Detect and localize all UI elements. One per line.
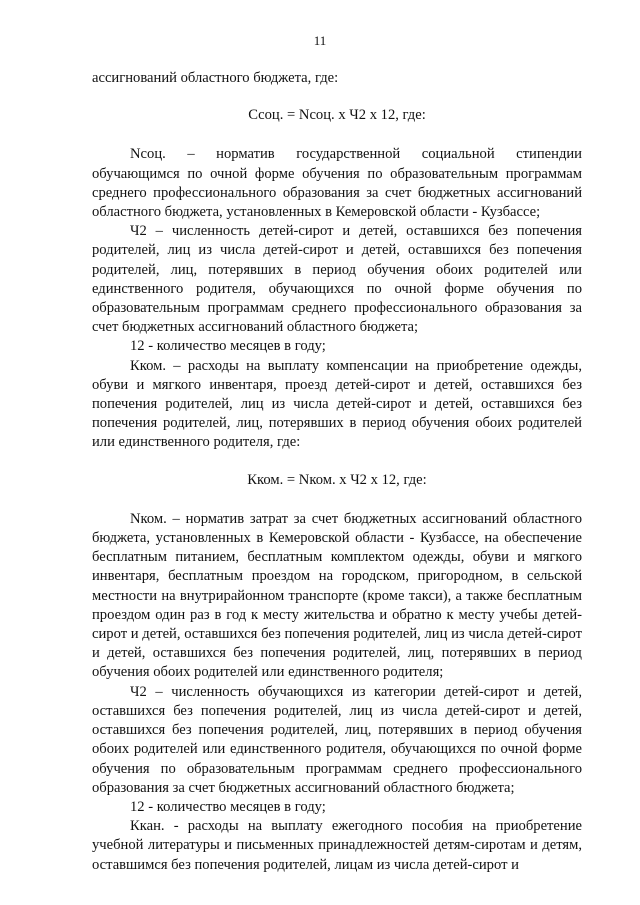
paragraph-months-2: 12 - количество месяцев в году; [130,798,326,815]
paragraph-ch2-students-definition: Ч2 – численность обучающихся из категории детей-сирот и детей, оставшихся без попечения родителей, лиц из числа детей-сирот и детей, оставшихся без попечения родителей, лиц, потерявших в период обучения обоих родителей или единственного родителя, обучающихся по очной форме обучения по образовательным программам среднего профессионального образования за счет бюджетных ассигнований областного бюджета; [92,683,582,796]
document-body [92,69,582,875]
paragraph-kkan-definition: Ккан. - расходы на выплату ежегодного пособия на приобретение учебной литературы и письменных принадлежностей детям-сиротам и детям, оставшимся без попечения родителей, лицам из числа детей-сирот и [92,818,582,873]
paragraph-kkom-definition: Кком. – расходы на выплату компенсации на приобретение одежды, обуви и мягкого инвентаря, проезд детей-сирот и детей, оставшихся без попечения родителей, лиц из числа детей-сирот и детей, оставшихся без попечения родителей, лиц, потерявших в период обучения обоих родителей или единственного родителя, где: [92,357,582,451]
paragraph-nsoc-definition: Nсоц. – норматив государственной социальной стипендии обучающимся по очной форме обучения по образовательным программам среднего профессионального образования за счет бюджетных ассигнований областного бюджета, установленных в Кемеровской области - Кузбассе; [92,146,582,221]
text-line-continuation: ассигнований областного бюджета, где: [92,70,339,86]
paragraph-nkom-definition: Nком. – норматив затрат за счет бюджетных ассигнований областного бюджета, установленных в Кемеровской области - Кузбассе, на обеспечение бесплатным питанием, бесплатным комплектом одежды, обуви и мягкого инвентаря, бесплатным проездом на городском, пригородном, в сельской местности на внутрирайонном транспорте (кроме такси), а также бесплатным проездом один раз в год к месту жительства и обратно к месту учебы детей-сирот и детей, оставшихся без попечения родителей, лиц из числа детей-сирот и детей, оставшихся без попечения родителей, лиц, потерявших в период обучения обоих родителей или единственного родителя; [92,510,582,681]
formula-compensation: Кком. = Nком. х Ч2 х 12, где: [247,471,427,488]
formula-social-stipend: Ссоц. = Nсоц. х Ч2 х 12, где: [248,107,426,124]
paragraph-ch2-definition: Ч2 – численность детей-сирот и детей, оставшихся без попечения родителей, лиц из числа детей-сирот и детей, оставшихся без попечения родителей, лиц, потерявших в период обучения обоих родителей или единственного родителя, обучающихся по очной форме обучения по образовательным программам среднего профессионального образования за счет бюджетных ассигнований областного бюджета; [92,223,582,336]
paragraph-months: 12 - количество месяцев в году; [130,338,326,355]
page-number: 11 [313,33,327,48]
